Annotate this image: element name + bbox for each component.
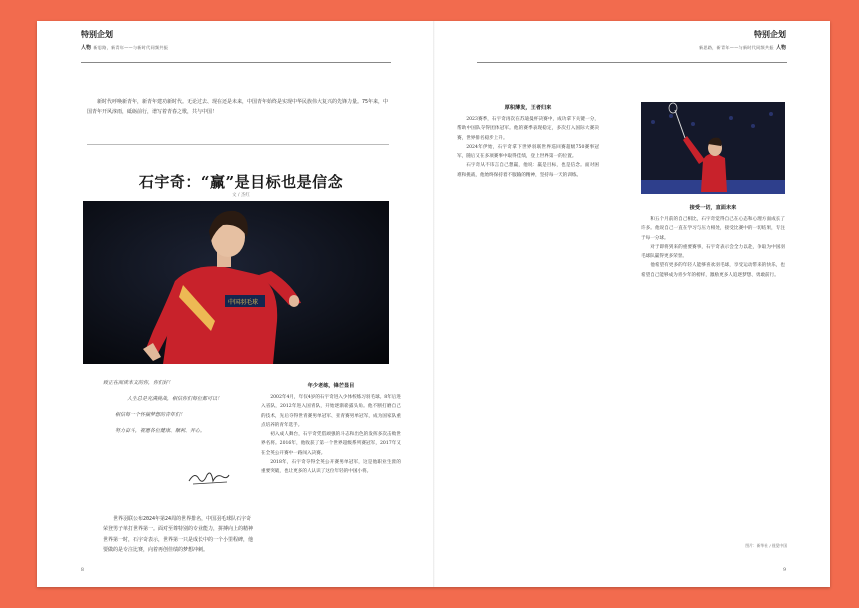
- series-subtitle-right: 新思路，新青年——与新时代同频共振: [699, 45, 774, 50]
- celebration-illustration: [641, 102, 785, 194]
- header-rule-right: [477, 62, 787, 63]
- column-label: 人物: [81, 45, 92, 51]
- body-paragraph: 2002年4月，年仅4岁的石宇奇进入少体校练习羽毛球。8年后进入省队，2012年进入国青队，开始逐渐崭露头角。他不断打磨自己的技术，先后夺得世青赛男单冠军、亚青赛男单冠军，成为国家队重点培养的青年选手。: [261, 395, 401, 428]
- left-page-header: [81, 29, 168, 51]
- column-1: [261, 377, 401, 477]
- body-paragraph: 石宇奇从不讳言自己想赢，他说：赢是目标，也是信念。面对困难和挑战，他始终保持着不服输的精神，坚持每一天的训练。: [457, 163, 599, 178]
- celebration-photo: [641, 102, 785, 194]
- column-2: [457, 99, 599, 180]
- handwriting-line: 相信每一个怀揣梦想的青年们！: [115, 412, 186, 418]
- byline: 文 / 杰红: [232, 193, 250, 198]
- body-paragraph: 他希望有更多的年轻人能够喜欢羽毛球，享受运动带来的快乐，也希望自己能够成为青少年的榜样，激励更多人追逐梦想、勇敢前行。: [641, 263, 785, 278]
- intro-divider: [87, 144, 389, 145]
- photo-caption: 图片：新华社 / 视觉中国: [745, 543, 787, 548]
- handwriting-line: 致正在阅读本文的你，你们好！: [103, 380, 174, 386]
- section-heading: 厚积薄发，王者归来: [504, 105, 552, 111]
- section-title: 特别企划: [81, 29, 113, 39]
- magazine-spread: [37, 21, 830, 587]
- page-number-left: 8: [81, 568, 84, 573]
- column-label-right: 人物: [775, 45, 786, 51]
- player-photo: [83, 201, 389, 364]
- body-paragraph: 2024年伊始，石宇奇拿下世界羽联世界巡回赛超级750赛事冠军，随后又在多项赛事中取得佳绩，登上世界第一的位置。: [457, 144, 599, 160]
- right-page-header: [699, 29, 786, 51]
- ranking-caption: 世界羽联公布2024年第24周的世界排名，中国羽毛球队石宇奇荣登男子单打世界第一。面对至尊特别的专业能力，拼搏向上的精神世界第一时，石宇奇表示，世界第一只是成长中的一个小里程碑，他要做的是专注比赛，向着再创佳绩的梦想冲刺。: [103, 516, 254, 553]
- page-gutter: [433, 21, 435, 587]
- article-title: 石宇奇：“赢”是目标也是信念: [138, 173, 344, 191]
- handwriting-line: 努力奋斗，祝愿各位健康、顺利、开心。: [115, 428, 206, 434]
- handwritten-note: [103, 379, 248, 443]
- body-paragraph: 2018年，石宇奇夺得全英公开赛男单冠军，这是他职业生涯的重要突破，也让更多的人认识了这位年轻的中国小将。: [261, 460, 401, 475]
- section-heading: 接受一切，直面未来: [689, 205, 737, 211]
- jersey-logo-text: 中国羽毛球: [227, 299, 259, 306]
- section-title-right: 特别企划: [754, 29, 786, 39]
- section-heading: 年少老练，锋芒显目: [307, 383, 355, 389]
- player-illustration: [83, 201, 389, 364]
- body-paragraph: 和五个月前的自己相比，石宇奇觉得自己在心态和心理方面成长了许多。他说自己一直在学习与压力相处，接受比赛中的一切结果，专注于每一分球。: [641, 217, 785, 241]
- body-paragraph: 初入成人舞台，石宇奇凭借顽强的斗志和出色的发挥多次击败世界名将。2016年，他收获了第一个世界超级系列赛冠军，2017年又在全英公开赛中一路闯入决赛。: [261, 432, 401, 456]
- header-rule-left: [81, 62, 391, 63]
- body-paragraph: 对于即将到来的重要赛事，石宇奇表示会全力以赴，争取为中国羽毛球队赢得更多荣誉。: [641, 244, 785, 260]
- series-subtitle: 新思路，新青年——与新时代同频共振: [93, 45, 168, 50]
- body-paragraph: 2023赛季，石宇奇再次在苏迪曼杯决赛中，成功拿下关键一分，帮助中国队夺得团体冠军。他的赛季表现稳定，多次打入国际大赛决赛，世界排名稳步上升。: [457, 117, 599, 141]
- signature-mark: [187, 469, 231, 487]
- page-number-right: 9: [783, 568, 786, 573]
- handwriting-line: 人生总是充满挑战，相信你们每位都可以！: [127, 396, 223, 402]
- column-3: [641, 199, 785, 280]
- intro-paragraph: 新时代呼唤新青年，新青年建功新时代。无论过去、现在还是未来，中国青年始终是实现中华民族伟大复兴的先锋力量。75年来，中国青年开风淳雨，砥砺前行，谱写着青春之歌，共与中国！: [87, 99, 389, 115]
